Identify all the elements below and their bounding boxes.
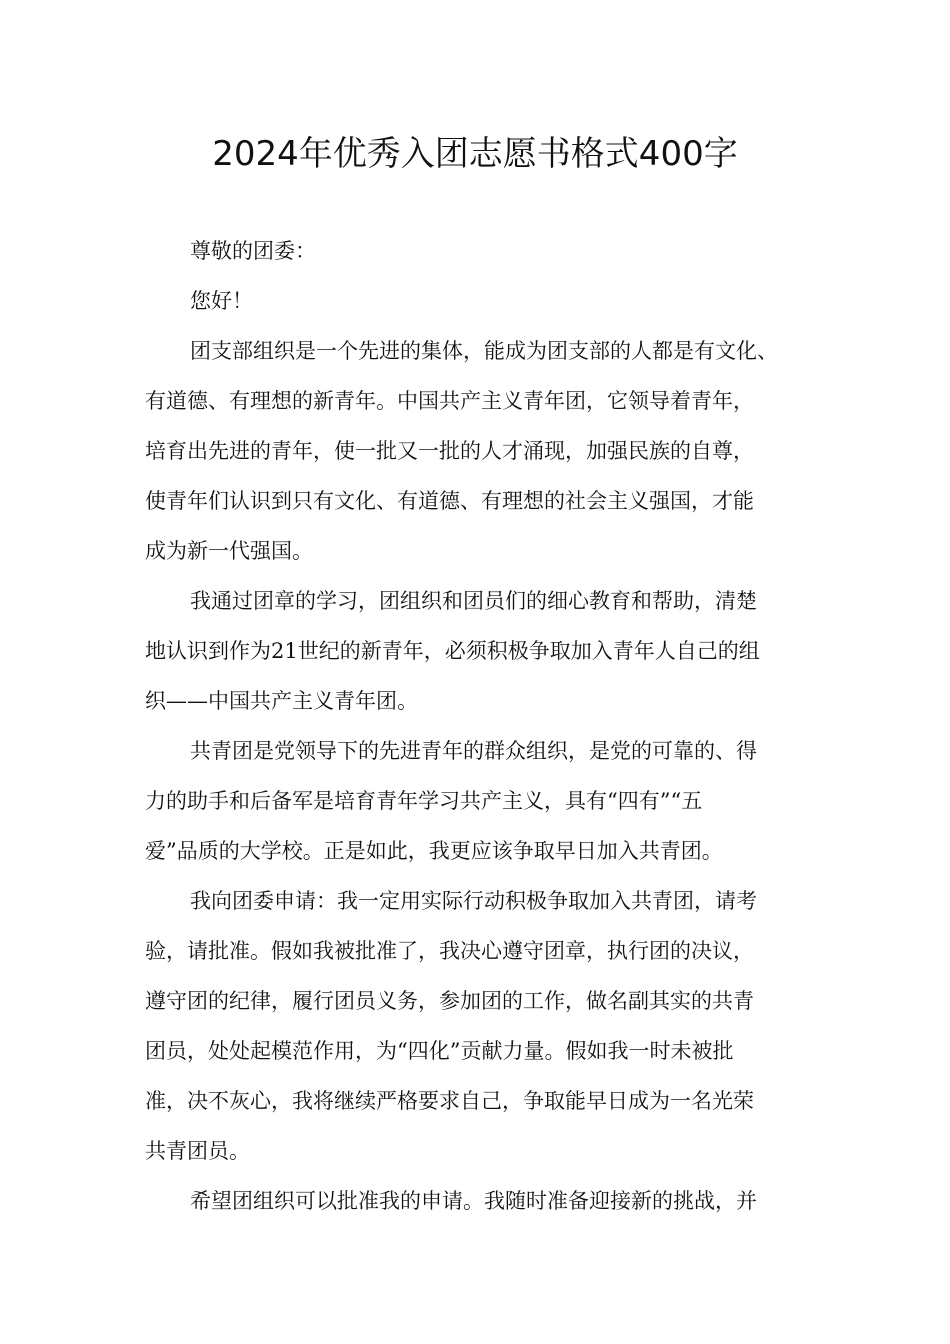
paragraph-line: 成为新一代强国。 <box>145 539 313 563</box>
salutation-line: 尊敬的团委： <box>190 239 316 263</box>
paragraph-line: 织——中国共产主义青年团。 <box>145 689 418 713</box>
paragraph-1 <box>145 326 810 576</box>
paragraph-line: 验，请批准。假如我被批准了，我决心遵守团章，执行团的决议， <box>145 939 754 963</box>
paragraph-4 <box>145 876 810 1176</box>
paragraph-line: 团支部组织是一个先进的集体，能成为团支部的人都是有文化、 <box>190 339 778 363</box>
greeting-line: 您好！ <box>190 289 253 313</box>
paragraph-line: 希望团组织可以批准我的申请。我随时准备迎接新的挑战，并 <box>190 1189 757 1213</box>
paragraph-line: 共青团员。 <box>145 1139 250 1163</box>
document-title: 2024年优秀入团志愿书格式400字 <box>212 134 738 174</box>
paragraph-line: 共青团是党领导下的先进青年的群众组织，是党的可靠的、得 <box>190 739 757 763</box>
paragraph-5 <box>145 1176 810 1226</box>
paragraph-line: 我向团委申请：我一定用实际行动积极争取加入共青团，请考 <box>190 889 757 913</box>
paragraph-line: 我通过团章的学习，团组织和团员们的细心教育和帮助，清楚 <box>190 589 757 613</box>
paragraph-line: 准，决不灰心，我将继续严格要求自己，争取能早日成为一名光荣 <box>145 1089 754 1113</box>
paragraph-line: 爱”品质的大学校。正是如此，我更应该争取早日加入共青团。 <box>145 839 723 863</box>
greeting <box>145 276 810 326</box>
paragraph-line: 地认识到作为21世纪的新青年，必须积极争取加入青年人自己的组 <box>145 639 760 663</box>
salutation <box>145 226 810 276</box>
paragraph-3 <box>145 726 810 876</box>
paragraph-line: 培育出先进的青年，使一批又一批的人才涌现，加强民族的自尊， <box>145 439 754 463</box>
paragraph-line: 使青年们认识到只有文化、有道德、有理想的社会主义强国，才能 <box>145 489 754 513</box>
paragraph-line: 力的助手和后备军是培育青年学习共产主义，具有“四有”“五 <box>145 789 703 813</box>
document-body <box>145 226 810 1226</box>
paragraph-line: 遵守团的纪律，履行团员义务，参加团的工作，做名副其实的共青 <box>145 989 754 1013</box>
paragraph-2 <box>145 576 810 726</box>
paragraph-line: 有道德、有理想的新青年。中国共产主义青年团，它领导着青年， <box>145 389 754 413</box>
paragraph-line: 团员，处处起模范作用，为“四化”贡献力量。假如我一时未被批 <box>145 1039 734 1063</box>
